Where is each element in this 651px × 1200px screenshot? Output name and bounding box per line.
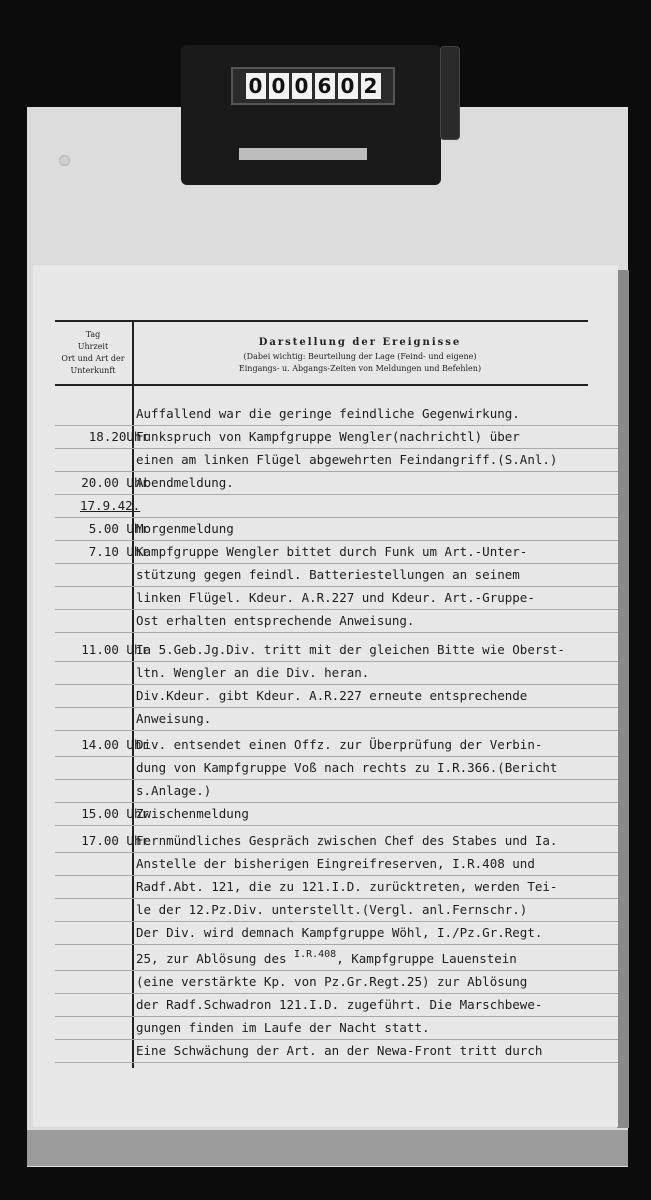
diary-row: [55, 1039, 618, 1062]
diary-row: [55, 661, 618, 684]
row-text: Anstelle der bisherigen Eingreifreserven, I.R.408 und: [136, 856, 535, 871]
diary-row: [55, 540, 618, 563]
counter-digit: 0: [246, 73, 266, 99]
header-title: Darstellung der Ereignisse: [258, 337, 462, 348]
diary-row: [55, 993, 618, 1016]
counter-digit: 2: [361, 73, 381, 99]
header-subtitle: (Dabei wichtig: Beurteilung der Lage (Feind- und eigene): [243, 352, 477, 361]
row-text: ltn. Wengler an die Div. heran.: [136, 665, 370, 680]
diary-row: [55, 638, 618, 661]
ruled-line: [55, 632, 618, 633]
row-time: 20.00 Uhr: [81, 475, 149, 490]
row-time: 17.00 Uhr: [81, 833, 149, 848]
row-time: 11.00 Uhr: [81, 642, 149, 657]
row-text: Kampfgruppe Wengler bittet durch Funk um Art.-Unter-: [136, 544, 528, 559]
war-diary-page: [33, 265, 618, 1127]
row-text: Fernmündliches Gespräch zwischen Chef des Stabes und Ia.: [136, 833, 558, 848]
sheet-shadow: [617, 270, 629, 1128]
counter-digit: 0: [292, 73, 312, 99]
row-text: Funkspruch von Kampfgruppe Wengler(nachrichtl) über: [136, 429, 520, 444]
counter-digit: 6: [315, 73, 335, 99]
row-time: 5.00 Uhr: [88, 521, 149, 536]
punch-hole: [59, 155, 70, 166]
row-time: 15.00 Uhr: [81, 806, 149, 821]
diary-row: [55, 402, 618, 425]
header-subtitle: Eingangs- u. Abgangs-Zeiten von Meldungen und Befehlen): [238, 364, 482, 373]
diary-row: [55, 875, 618, 898]
diary-row: [55, 779, 618, 802]
diary-row: [55, 586, 618, 609]
header-left-column: [55, 329, 131, 377]
row-text: Ia 5.Geb.Jg.Div. tritt mit der gleichen Bitte wie Oberst-: [136, 642, 565, 657]
ruled-line: [55, 730, 618, 731]
row-time: 14.00 Uhr: [81, 737, 149, 752]
diary-row: [55, 563, 618, 586]
header-uhrzeit: Uhrzeit: [77, 342, 109, 351]
diary-row: [55, 733, 618, 756]
counter-digit: 0: [338, 73, 358, 99]
row-text: Ost erhalten entsprechende Anweisung.: [136, 613, 415, 628]
row-text: Zwischenmeldung: [136, 806, 249, 821]
diary-row: [55, 609, 618, 632]
diary-row: [55, 829, 618, 852]
row-text-part: , Kampfgruppe Lauenstein: [336, 951, 517, 966]
diary-row: [55, 471, 618, 494]
header-tag: Tag: [85, 330, 101, 339]
row-text: Anweisung.: [136, 711, 212, 726]
diary-row: [55, 448, 618, 471]
diary-row: [55, 898, 618, 921]
diary-row: [55, 921, 618, 944]
ruled-line: [55, 1062, 618, 1063]
diary-row: [55, 852, 618, 875]
diary-row: [55, 517, 618, 540]
row-text: Radf.Abt. 121, die zu 121.I.D. zurücktreten, werden Tei-: [136, 879, 558, 894]
ruled-line: [55, 825, 618, 826]
row-text: (eine verstärkte Kp. von Pz.Gr.Regt.25) zur Ablösung: [136, 974, 528, 989]
row-date: 17.9.42.: [80, 498, 141, 513]
row-text: der Radf.Schwadron 121.I.D. zugeführt. Die Marschbewe-: [136, 997, 543, 1012]
row-text: Der Div. wird demnach Kampfgruppe Wöhl, I./Pz.Gr.Regt.: [136, 925, 543, 940]
diary-row: [55, 494, 618, 517]
counter-digit: 0: [269, 73, 289, 99]
bottom-strip: [27, 1130, 628, 1166]
diary-row: [55, 707, 618, 730]
counter-plate: [239, 148, 367, 160]
row-text: [136, 951, 517, 966]
diary-row: [55, 684, 618, 707]
counter-window: [231, 67, 395, 105]
header-ort: Ort und Art der Unterkunft: [61, 354, 125, 375]
row-text: Auffallend war die geringe feindliche Gegenwirkung.: [136, 406, 520, 421]
diary-row: [55, 425, 618, 448]
row-text: stützung gegen feindl. Batteriestellungen an seinem: [136, 567, 520, 582]
row-text: gungen finden im Laufe der Nacht statt.: [136, 1020, 430, 1035]
row-text: einen am linken Flügel abgewehrten Feindangriff.(S.Anl.): [136, 452, 558, 467]
row-text: Abendmeldung.: [136, 475, 234, 490]
header-right-column: [135, 335, 585, 375]
diary-row: [55, 947, 618, 970]
row-text: linken Flügel. Kdeur. A.R.227 und Kdeur. Art.-Gruppe-: [136, 590, 535, 605]
row-text: dung von Kampfgruppe Voß nach rechts zu I.R.366.(Bericht: [136, 760, 558, 775]
ruled-line: [55, 944, 618, 945]
row-time: 7.10 Uhr: [88, 544, 149, 559]
row-text: Eine Schwächung der Art. an der Newa-Front tritt durch: [136, 1043, 543, 1058]
row-text-part: 25, zur Ablösung des: [136, 951, 287, 966]
frame-counter: [181, 45, 441, 185]
diary-row: [55, 970, 618, 993]
diary-row: [55, 756, 618, 779]
row-text: Morgenmeldung: [136, 521, 234, 536]
diary-row: [55, 1016, 618, 1039]
row-text: le der 12.Pz.Div. unterstellt.(Vergl. anl.Fernschr.): [136, 902, 528, 917]
header-rule-bottom: [55, 384, 588, 386]
row-text: s.Anlage.): [136, 783, 212, 798]
counter-knob: [440, 46, 460, 140]
row-time: 18.20Uhr: [88, 429, 149, 444]
row-text: Div. entsendet einen Offz. zur Überprüfung der Verbin-: [136, 737, 543, 752]
diary-row: [55, 802, 618, 825]
row-text: Div.Kdeur. gibt Kdeur. A.R.227 erneute entsprechende: [136, 688, 528, 703]
header-rule-top: [55, 320, 588, 322]
row-text-superscript: I.R.408: [294, 949, 337, 960]
